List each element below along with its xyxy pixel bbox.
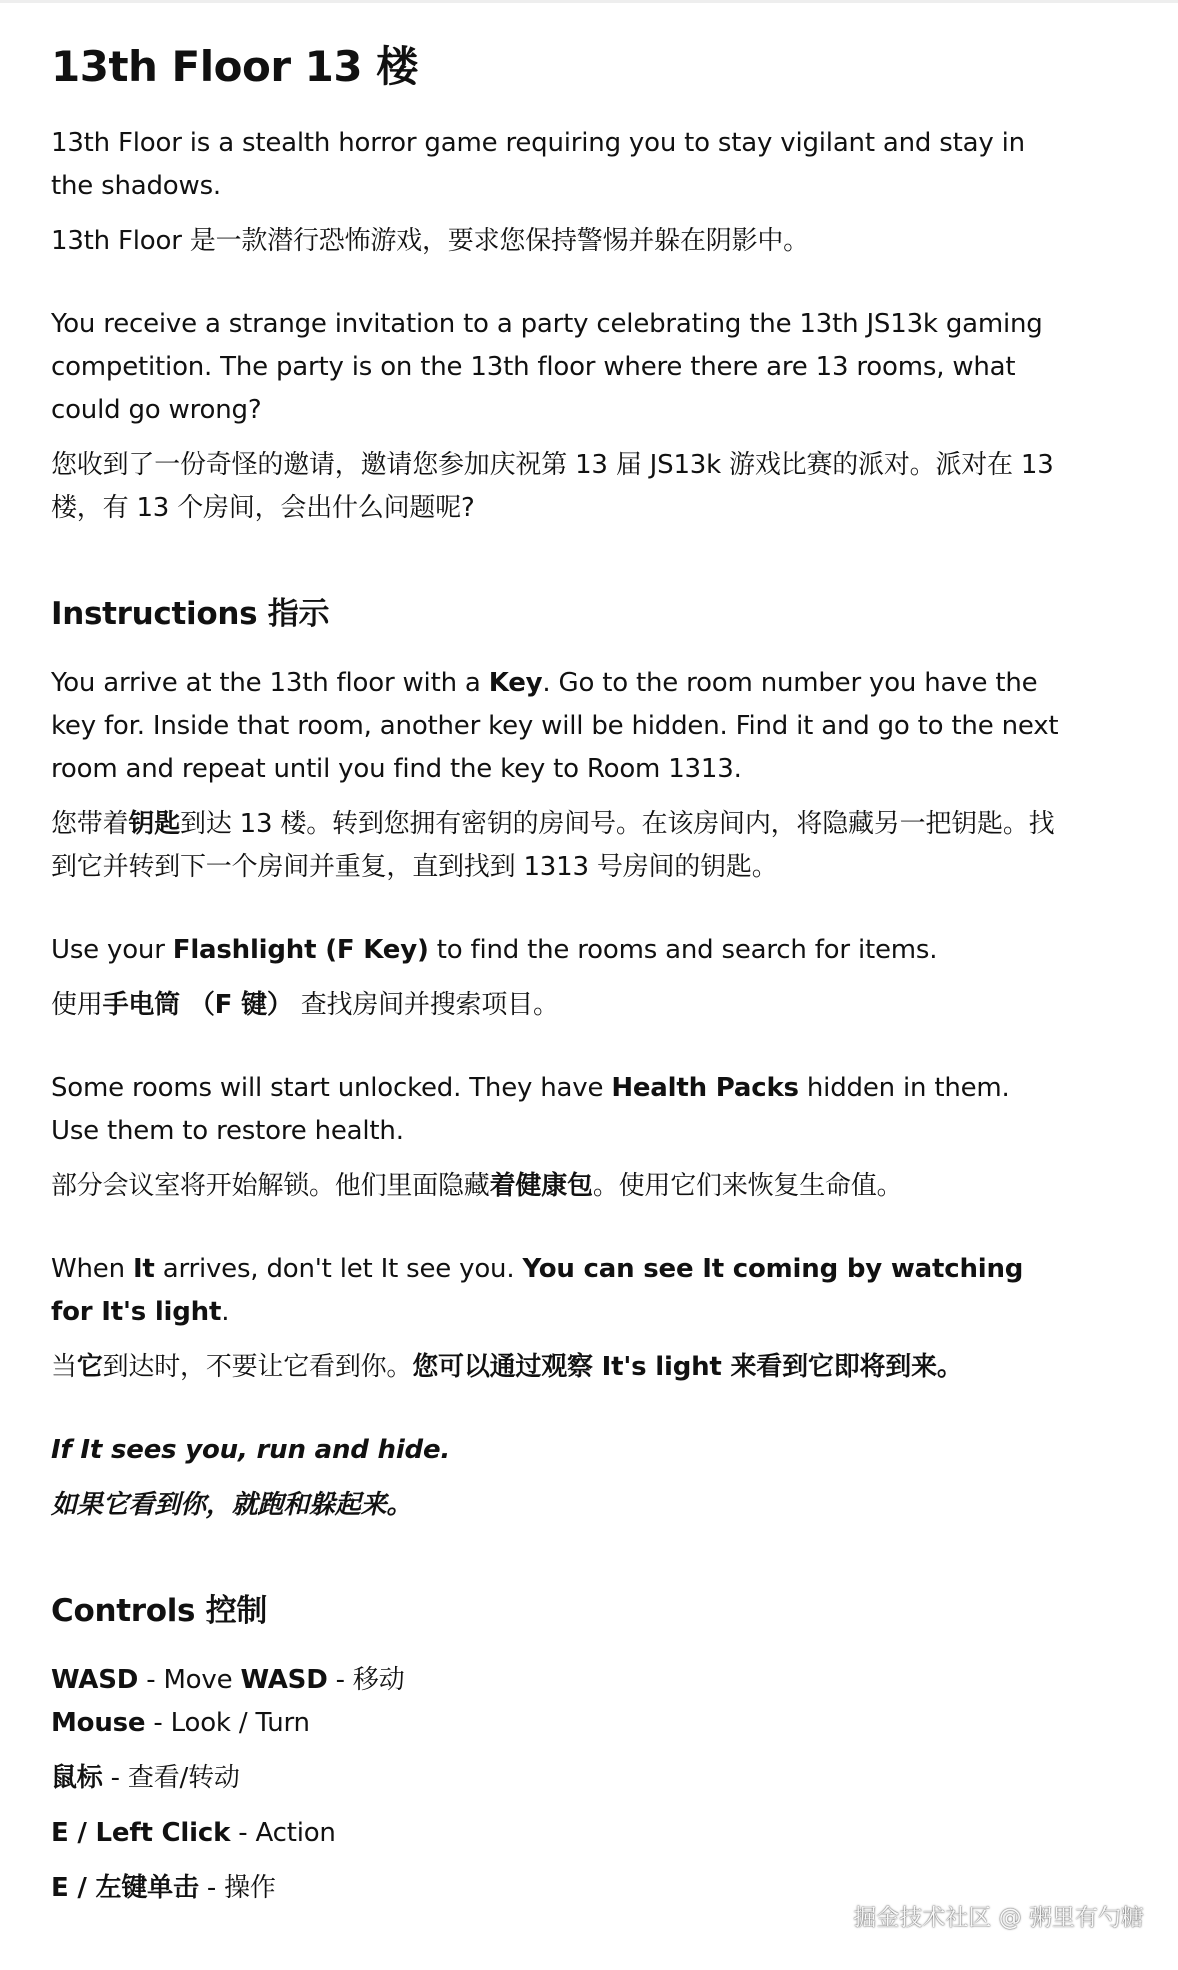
text: . Go to the room number you have the key for. Inside that room, another key will be hidden. Find it and go to the next room and repeat until you find the key to Room 1313. [51,668,1059,784]
control-mouse-en [51,1702,1061,1745]
control-desc: - Look / Turn [145,1708,310,1738]
instructions-p4-en [51,1248,1061,1334]
text: 到达 13 楼。转到您拥有密钥的房间号。在该房间内，将隐藏另一把钥匙。找到它并转到下一个房间并重复，直到找到 1313 号房间的钥匙。 [51,809,1055,882]
story-zh: 您收到了一份奇怪的邀请，邀请您参加庆祝第 13 届 JS13k 游戏比赛的派对。派对在 13 楼，有 13 个房间，会出什么问题呢? [51,450,1054,523]
it-term: It [132,1254,155,1284]
key-term: 钥匙 [128,809,181,839]
text: . [221,1297,230,1327]
watermark: 掘金技术社区 @ 粥里有勺糖 [853,1905,1144,1931]
text: 部分会议室将开始解锁。他们里面隐藏 [51,1171,490,1201]
control-key: E / 左键单击 [51,1873,199,1903]
health-packs-term: 着健康包 [489,1171,593,1201]
flashlight-term: Flashlight (F Key) [172,935,429,965]
intro-en: 13th Floor is a stealth horror game requiring you to stay vigilant and stay in the shadows. [51,128,1025,201]
warning-text: You can see It coming by watching for It's light [51,1254,1024,1327]
story-en: You receive a strange invitation to a party celebrating the 13th JS13k gaming competition. The party is on the 13th floor where there are 13 rooms, what could go wrong? [51,309,1043,425]
instructions-p4-zh [51,1346,1061,1389]
article [51,38,1061,1922]
text: Some rooms will start unlocked. They have [51,1073,612,1103]
controls-section [51,1589,1061,1910]
control-desc: - Move [138,1665,241,1695]
page-title: 13th Floor 13 楼 [51,42,418,91]
controls-heading: Controls 控制 [51,1593,268,1629]
instructions-p5-zh: 如果它看到你，就跑和躲起来。 [51,1490,413,1520]
instructions-p5-en: If It sees you, run and hide. [51,1435,451,1465]
text: to find the rooms and search for items. [428,935,938,965]
text: hidden in them. Use them to restore health. [51,1073,1010,1146]
instructions-p1-zh [51,803,1061,889]
text: Use your [51,935,173,965]
control-key: WASD [51,1665,139,1695]
text: When [51,1254,133,1284]
control-desc: - 操作 [198,1873,276,1903]
text: 查找房间并搜索项目。 [292,990,559,1020]
intro-zh: 13th Floor 是一款潜行恐怖游戏，要求您保持警惕并躲在阴影中。 [51,226,809,256]
instructions-p3-zh [51,1165,1061,1208]
control-key: E / Left Click [51,1818,231,1848]
control-key: 鼠标 [51,1763,103,1793]
key-term: Key [488,668,543,698]
instructions-heading: Instructions 指示 [51,596,330,632]
instructions-p1-en [51,662,1061,791]
text: You arrive at the 13th floor with a [51,668,489,698]
control-wasd [51,1659,1061,1702]
control-desc: - 查看/转动 [102,1763,240,1793]
control-desc: - Action [230,1818,336,1848]
text: 到达时，不要让它看到你。 [102,1352,413,1382]
instructions-p2-zh [51,984,1061,1027]
section-spacer [51,1539,1061,1589]
control-action-en [51,1812,1061,1855]
instructions-p2-en [51,929,1061,972]
control-mouse-zh [51,1757,1061,1800]
text: arrives, don't let It see you. [154,1254,523,1284]
control-key: Mouse [51,1708,146,1738]
text: 使用 [51,990,103,1020]
section-spacer [51,542,1061,592]
control-key: WASD [240,1665,328,1695]
flashlight-term: 手电筒 （F 键） [102,990,293,1020]
it-term: 它 [76,1352,103,1382]
text: 您带着 [51,809,129,839]
instructions-p3-en [51,1067,1061,1153]
text: 。使用它们来恢复生命值。 [592,1171,903,1201]
warning-text: 您可以通过观察 It's light 来看到它即将到来。 [412,1352,963,1382]
text: 当 [51,1352,77,1382]
health-packs-term: Health Packs [611,1073,799,1103]
control-desc: - 移动 [327,1665,405,1695]
top-divider [0,0,1178,3]
